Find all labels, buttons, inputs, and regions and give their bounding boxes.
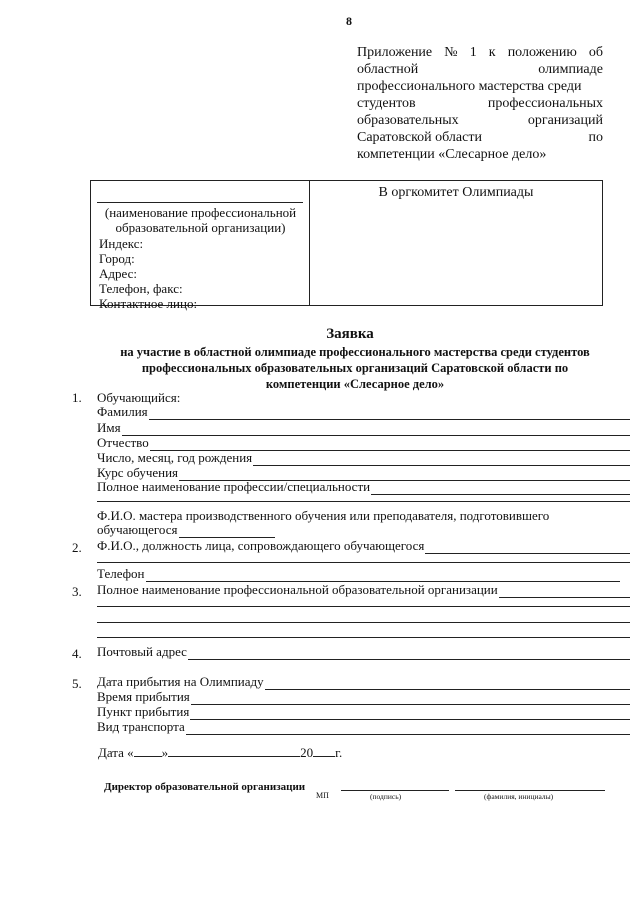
appendix-line: областной олимпиаде — [357, 62, 603, 77]
postal-address-field[interactable]: Почтовый адрес — [97, 644, 630, 660]
arrival-point-field[interactable]: Пункт прибытия — [97, 704, 630, 720]
section-1-title: Обучающийся: — [97, 390, 181, 405]
signature-caption: (подпись) — [370, 792, 402, 801]
birthdate-field[interactable]: Число, месяц, год рождения — [97, 450, 630, 466]
patronymic-field[interactable]: Отчество — [97, 435, 630, 451]
org-name-caption: (наименование профессиональной образовательной организации) — [104, 205, 297, 235]
profession-extra-line[interactable] — [97, 501, 630, 502]
section-3-number: 3. — [72, 584, 82, 599]
index-label: Индекс: — [99, 236, 144, 251]
appendix-line: профессионального мастерства среди — [357, 79, 582, 94]
course-field[interactable]: Курс обучения — [97, 465, 630, 481]
form-subtitle: на участие в областной олимпиаде профессионального мастерства среди студентов профессиональных образовательных организаций Саратовской области по компетенции «Слесарное дело» — [120, 345, 590, 391]
arrival-time-field[interactable]: Время прибытия — [97, 689, 630, 705]
date-row — [98, 744, 342, 761]
sender-block — [91, 181, 310, 311]
year-suffix: г. — [335, 745, 343, 760]
section-2-number: 2. — [72, 540, 82, 555]
master-label-1: Ф.И.О. мастера производственного обучения или преподавателя, подготовившего — [97, 508, 550, 523]
appendix-line: Саратовской области по — [357, 130, 603, 145]
signature-line[interactable] — [341, 790, 449, 791]
organization-line-3[interactable] — [97, 622, 630, 623]
phone-fax-label: Телефон, факс: — [99, 281, 183, 296]
organization-line-4[interactable] — [97, 637, 630, 638]
month-field[interactable] — [168, 744, 300, 757]
day-field[interactable] — [134, 744, 162, 757]
sender-fields — [99, 236, 197, 311]
year-field[interactable] — [313, 744, 335, 757]
section-5-number: 5. — [72, 676, 82, 691]
master-field[interactable]: обучающегося — [97, 522, 275, 538]
year-prefix: 20 — [300, 745, 314, 760]
contact-label: Контактное лицо: — [99, 296, 198, 311]
appendix-header — [357, 44, 603, 163]
form-title: Заявка — [326, 326, 374, 342]
name-line[interactable] — [455, 790, 605, 791]
escort-extra-line[interactable] — [97, 562, 630, 563]
phone-field[interactable]: Телефон — [97, 566, 620, 582]
city-label: Город: — [99, 251, 135, 266]
appendix-line: студентов профессиональных — [357, 96, 603, 111]
arrival-date-field[interactable]: Дата прибытия на Олимпиаду — [97, 674, 630, 690]
date-close-quote: » — [161, 745, 169, 760]
organization-line-2[interactable] — [97, 606, 630, 607]
name-caption: (фамилия, инициалы) — [484, 792, 554, 801]
section-1-number: 1. — [72, 390, 82, 405]
address-label: Адрес: — [99, 266, 137, 281]
address-box — [90, 180, 603, 311]
name-field[interactable]: Имя — [97, 420, 630, 436]
appendix-line: образовательных организаций — [357, 113, 603, 128]
section-4-number: 4. — [72, 646, 82, 661]
seal-placeholder: МП — [316, 791, 329, 800]
director-label: Директор образовательной организации — [104, 781, 306, 793]
organization-field[interactable]: Полное наименование профессиональной образовательной организации — [97, 582, 630, 598]
surname-field[interactable]: Фамилия — [97, 404, 630, 420]
appendix-line: компетенции «Слесарное дело» — [357, 147, 547, 162]
profession-field[interactable]: Полное наименование профессии/специальности — [97, 479, 630, 495]
date-open-quote: Дата « — [98, 745, 134, 760]
escort-field[interactable]: Ф.И.О., должность лица, сопровождающего обучающегося — [97, 538, 630, 554]
recipient-title: В оргкомитет Олимпиады — [378, 185, 534, 200]
page-number: 8 — [346, 14, 352, 28]
org-name-line[interactable] — [97, 202, 303, 203]
appendix-line: Приложение № 1 к положению об — [357, 45, 603, 60]
transport-field[interactable]: Вид транспорта — [97, 719, 630, 735]
